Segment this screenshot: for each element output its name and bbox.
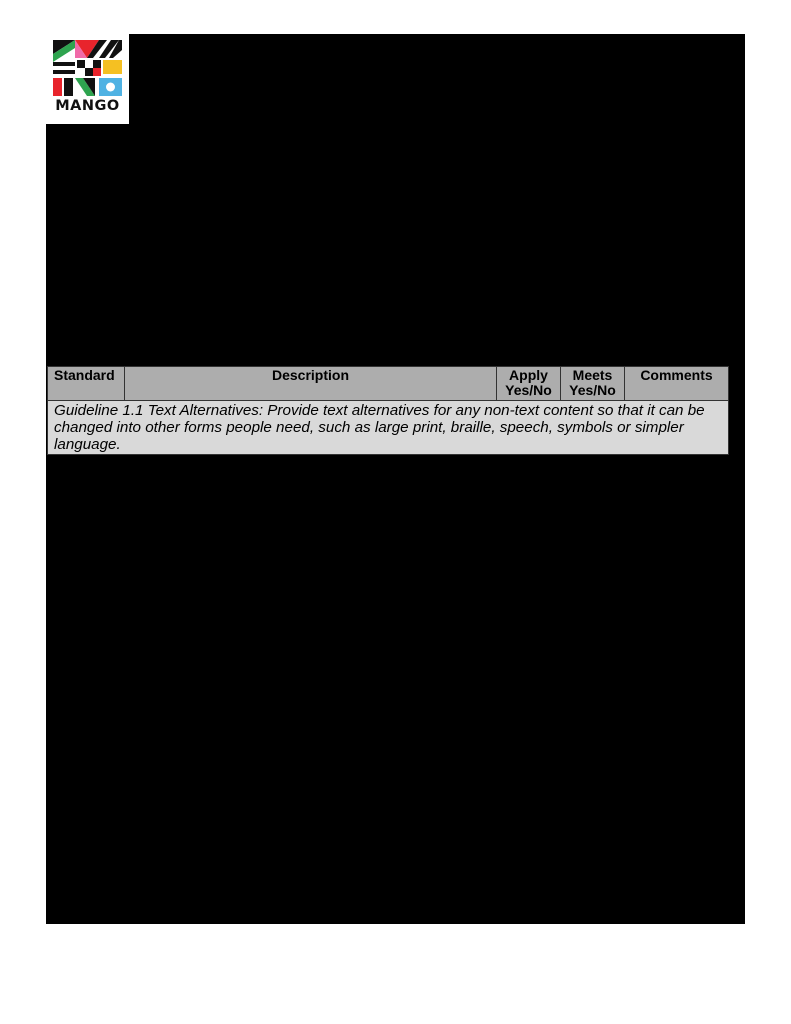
header-meets-label-line1: Meets (572, 367, 613, 383)
header-meets-label-line2: Yes/No (569, 382, 616, 398)
table-header-row (48, 367, 729, 401)
accessibility-conformance-table (47, 366, 729, 455)
header-meets (561, 367, 625, 401)
header-description (125, 367, 497, 401)
header-apply-label-line1: Apply (509, 367, 548, 383)
redacted-page-area (46, 34, 745, 924)
header-description-label: Description (271, 367, 349, 383)
guideline-1-1-text: Guideline 1.1 Text Alternatives: Provide text alternatives for any non-text content so that it can be changed into other forms people need, such as large print, braille, speech, symbols or simpler language. (54, 402, 705, 453)
header-comments-label: Comments (640, 367, 713, 383)
guideline-1-1-cell (48, 401, 729, 455)
header-apply-label-line2: Yes/No (505, 382, 552, 398)
header-apply (497, 367, 561, 401)
mango-logo (46, 34, 129, 124)
header-comments (625, 367, 729, 401)
guideline-row (48, 401, 729, 455)
mango-logo-icon (53, 40, 122, 96)
mango-wordmark: MANGO (55, 98, 120, 114)
header-standard (48, 367, 125, 401)
header-standard-label: Standard (54, 367, 115, 383)
